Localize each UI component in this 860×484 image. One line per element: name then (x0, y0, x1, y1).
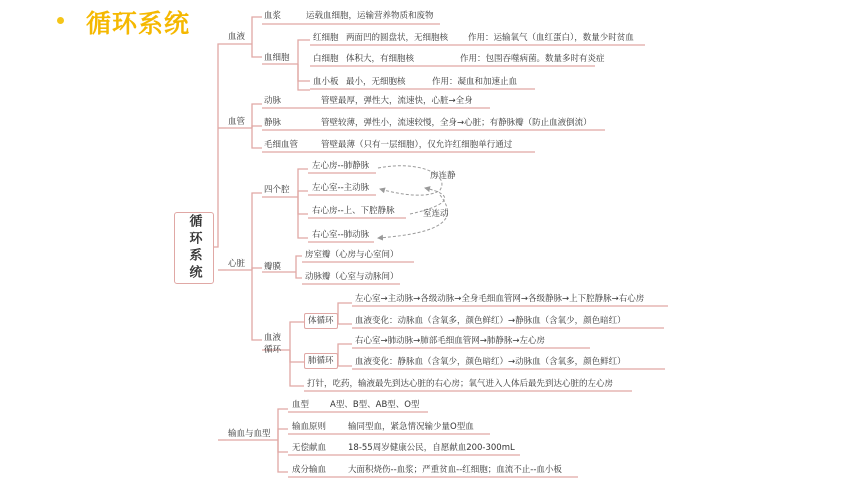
node-capillary: 毛细血管 (264, 140, 299, 150)
node-rbc-desc: 两面凹的圆盘状，无细胞核 (346, 33, 449, 43)
chamber-item: 左心房--肺静脉 (312, 161, 370, 171)
node-rbc-func: 作用：运输氧气（血红蛋白），数量少时贫血 (468, 33, 634, 43)
node-wbc-desc: 体积大，有细胞核 (346, 54, 415, 64)
node-plasma-desc: 运载血细胞，运输营养物质和废物 (306, 11, 434, 21)
mindmap-root: 循环系统 (174, 212, 214, 284)
node-component: 成分输血 (292, 465, 327, 475)
node-rbc: 红细胞 (313, 33, 339, 43)
valve-item: 房室瓣（心房与心室间） (305, 250, 399, 260)
node-vein-desc: 管壁较薄，弹性小，流速较慢，全身→心脏；有静脉瓣（防止血液倒流） (321, 118, 592, 128)
node-plasma: 血浆 (264, 11, 282, 21)
branch-heart: 心脏 (228, 259, 246, 269)
node-platelet-func: 作用：凝血和加速止血 (432, 77, 518, 87)
node-pulmonary: 肺循环 (304, 353, 338, 369)
node-platelet: 血小板 (313, 77, 339, 87)
node-principle: 输血原则 (292, 422, 327, 432)
systemic-change: 血液变化：动脉血（含氧多，颜色鲜红）→静脉血（含氧少，颜色暗红） (355, 316, 626, 326)
node-chambers: 四个腔 (264, 185, 290, 195)
node-donation: 无偿献血 (292, 443, 327, 453)
node-component-desc: 大面积烧伤--血浆；严重贫血--红细胞；血流不止--血小板 (348, 465, 562, 475)
page-title: 循环系统 (86, 9, 191, 38)
systemic-path: 左心室→主动脉→各级动脉→全身毛细血管网→各级静脉→上下腔静脉→右心房 (355, 294, 645, 304)
node-systemic: 体循环 (304, 313, 338, 329)
node-blood-types-desc: A型、B型、AB型、O型 (330, 400, 420, 410)
node-capillary-desc: 管壁最薄（只有一层细胞），仅允许红细胞单行通过 (321, 140, 513, 150)
branch-blood: 血液 (228, 32, 246, 42)
chamber-item: 右心室--肺动脉 (312, 230, 370, 240)
node-blood-cells: 血细胞 (264, 53, 290, 63)
chamber-item: 左心室--主动脉 (312, 183, 370, 193)
node-vein: 静脉 (264, 118, 282, 128)
annotation-ventricle: 室连动 (423, 209, 449, 219)
node-donation-desc: 18-55周岁健康公民，自愿献血200-300mL (348, 443, 515, 453)
node-blood-types: 血型 (292, 400, 310, 410)
node-principle-desc: 输同型血，紧急情况输少量O型血 (348, 422, 474, 432)
branch-vessels: 血管 (228, 117, 246, 127)
node-artery: 动脉 (264, 96, 282, 106)
annotation-atria: 房连静 (430, 171, 456, 181)
valve-item: 动脉瓣（心室与动脉间） (305, 272, 399, 282)
pulmonary-change: 血液变化：静脉血（含氧少，颜色暗红）→动脉血（含氧多，颜色鲜红） (355, 357, 626, 367)
node-circulation: 血液循环 (264, 333, 282, 355)
node-valves: 瓣膜 (264, 262, 282, 272)
node-wbc: 白细胞 (313, 54, 339, 64)
circulation-note: 打针，吃药，输液最先到达心脏的右心房；氧气进入人体后最先到达心脏的左心房 (307, 379, 614, 389)
branch-transfusion: 输血与血型 (228, 429, 271, 439)
node-wbc-func: 作用：包围吞噬病菌。数量多时有炎症 (460, 54, 605, 64)
pulmonary-path: 右心室→肺动脉→肺部毛细血管网→肺静脉→左心房 (355, 336, 545, 346)
node-artery-desc: 管壁最厚，弹性大，流速快，心脏→全身 (321, 96, 473, 106)
chamber-item: 右心房--上、下腔静脉 (312, 206, 395, 216)
node-platelet-desc: 最小，无细胞核 (346, 77, 406, 87)
